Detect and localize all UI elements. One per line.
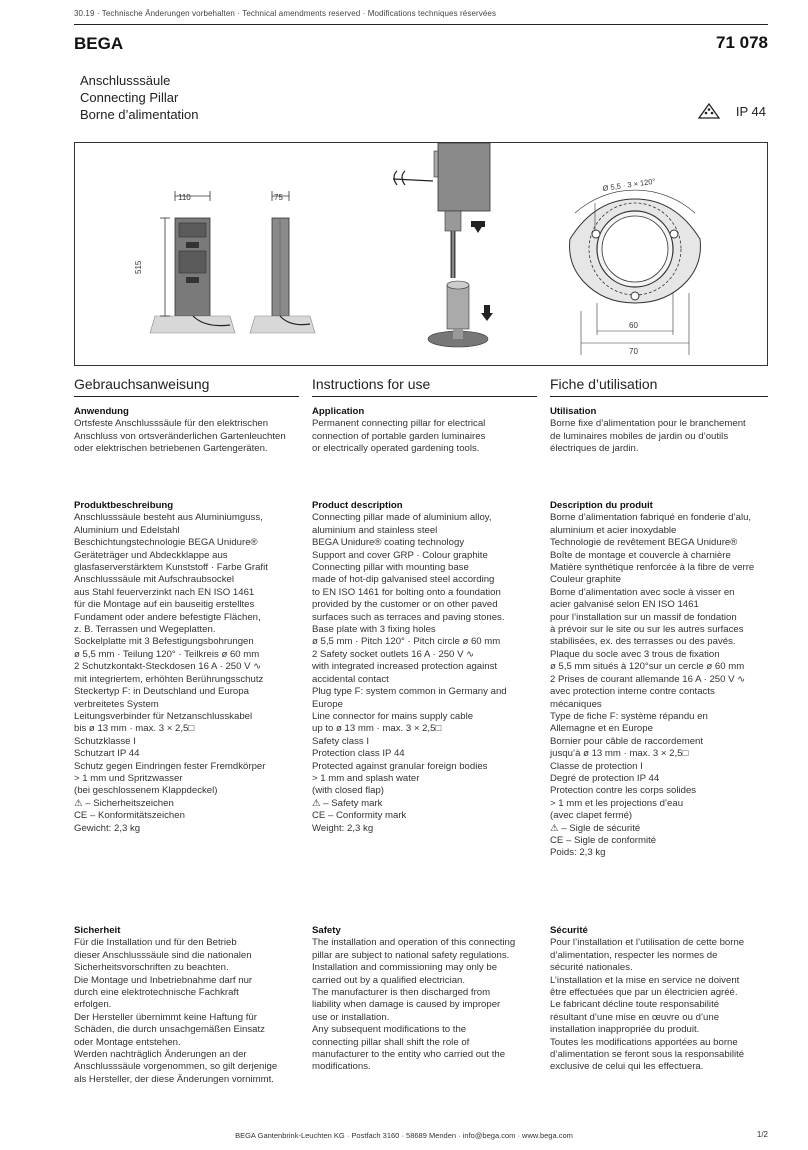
mounting-view-drawing: [393, 143, 493, 347]
text-line: Schutz gegen Eindringen fester Fremdkörper: [74, 760, 266, 772]
text-line: pour l’installation sur un massif de fondation: [550, 611, 737, 623]
text-line: als Hersteller, der diese Änderungen vornimmt.: [74, 1073, 274, 1085]
text-line: Weight: 2,3 kg: [312, 822, 374, 834]
text-line: Support and cover GRP · Colour graphite: [312, 549, 488, 561]
text-line: Base plate with 3 fixing holes: [312, 624, 436, 636]
text-line: ⚠ – Safety mark: [312, 797, 383, 809]
text-line: > 1 mm and splash water: [312, 772, 420, 784]
safety-heading-fr: Sécurité: [550, 925, 588, 936]
title-de: Anschlusssäule: [80, 73, 171, 88]
text-line: Plug type F: system common in Germany and: [312, 686, 507, 698]
text-line: Für die Installation und für den Betrieb: [74, 937, 237, 949]
text-line: accidental contact: [312, 673, 389, 685]
text-line: aluminium et acier inoxydable: [550, 524, 677, 536]
text-line: d’alimentation, respecter les normes de: [550, 949, 718, 961]
text-line: connecting pillar shall shift the role of: [312, 1036, 470, 1048]
text-line: Werden nachträglich Änderungen an der: [74, 1049, 247, 1061]
revision-note: 30.19 · Technische Änderungen vorbehalten · Technical amendments reserved · Modifications techniques réservées: [74, 9, 497, 18]
application-heading-de: Anwendung: [74, 406, 129, 417]
text-line: ⚠ – Sigle de sécurité: [550, 822, 641, 834]
page-number: 1/2: [756, 1130, 768, 1139]
text-line: 2 Schutzkontakt-Steckdosen 16 A · 250 V ∿: [74, 661, 262, 673]
text-line: 2 Safety socket outlets 16 A · 250 V ∿: [312, 648, 475, 660]
text-line: (with closed flap): [312, 785, 384, 797]
text-line: Connecting pillar with mounting base: [312, 562, 469, 574]
text-line: pillar are subject to national safety regulations.: [312, 949, 510, 961]
product-text-fr: [550, 512, 782, 859]
text-line: (avec clapet fermé): [550, 810, 633, 822]
application-heading-en: Application: [312, 406, 365, 417]
text-line: ø 5,5 mm · Teilung 120° · Teilkreis ø 60 mm: [74, 648, 260, 660]
product-de: [74, 500, 306, 835]
dim-inner: 60: [629, 321, 638, 330]
text-line: Leitungsverbinder für Netzanschlusskabel: [74, 710, 253, 722]
safety-text-de: [74, 937, 306, 1086]
text-line: Matière synthétique renforcée à la fibre de verre: [550, 562, 755, 574]
text-line: für die Montage auf ein bauseitig erstelltes: [74, 599, 255, 611]
text-line: Schäden, die durch unsachgemäßen Einsatz: [74, 1024, 265, 1036]
splash-protection-icon: [698, 103, 720, 119]
text-line: aluminium and stainless steel: [312, 524, 438, 536]
text-line: Le fabricant décline toute responsabilité: [550, 999, 720, 1011]
dim-height: 515: [134, 260, 143, 274]
text-line: Europe: [312, 698, 343, 710]
text-line: acier galvanisé selon EN ISO 1461: [550, 599, 699, 611]
safety-text-fr: [550, 937, 782, 1073]
text-line: ⚠ – Sicherheitszeichen: [74, 797, 174, 809]
text-line: BEGA Unidure® coating technology: [312, 537, 465, 549]
text-line: Die Montage und Inbetriebnahme darf nur: [74, 974, 253, 986]
text-line: modifications.: [312, 1061, 371, 1073]
text-line: Pour l’installation et l’utilisation de cette borne: [550, 937, 745, 949]
title-fr: Borne d’alimentation: [80, 107, 199, 122]
text-line: Poids: 2,3 kg: [550, 847, 606, 859]
ip-rating: IP 44: [735, 104, 766, 119]
text-line: verbreitetes System: [74, 698, 159, 710]
text-line: Degré de protection IP 44: [550, 772, 660, 784]
safety-de: [74, 925, 306, 1086]
text-line: Line connector for mains supply cable: [312, 710, 474, 722]
text-line: Borne fixe d’alimentation pour le branchement: [550, 418, 746, 430]
title-en: Connecting Pillar: [80, 90, 179, 105]
product-heading-en: Product description: [312, 500, 403, 511]
text-line: Beschichtungstechnologie BEGA Unidure®: [74, 537, 258, 549]
text-line: > 1 mm und Spritzwasser: [74, 772, 183, 784]
text-line: Sicherheitsvorschriften zu beachten.: [74, 962, 229, 974]
text-line: use or installation.: [312, 1011, 390, 1023]
top-rule: [74, 24, 768, 25]
text-line: mécaniques: [550, 698, 602, 710]
application-fr: [550, 406, 782, 456]
text-line: Protection contre les corps solides: [550, 785, 697, 797]
product-figure: [74, 142, 768, 366]
text-line: aus Stahl feuerverzinkt nach EN ISO 1461: [74, 586, 255, 598]
dim-front-width: 110: [178, 193, 191, 202]
text-line: Protection class IP 44: [312, 748, 405, 760]
text-line: Der Hersteller übernimmt keine Haftung für: [74, 1011, 257, 1023]
text-line: Classe de protection I: [550, 760, 643, 772]
heading-en: Instructions for use: [312, 376, 431, 392]
text-line: Permanent connecting pillar for electrical: [312, 418, 486, 430]
product-fr: [550, 500, 782, 860]
product-en: [312, 500, 544, 835]
text-line: Schutzart IP 44: [74, 748, 140, 760]
text-line: oder elektrischen betriebenen Gartengeräten.: [74, 443, 268, 455]
text-line: Geräteträger und Abdeckklappe aus: [74, 549, 228, 561]
text-line: provided by the customer or on other paved: [312, 599, 498, 611]
brand-name: BEGA: [74, 34, 124, 53]
text-line: électriques de jardin.: [550, 443, 639, 455]
safety-heading-en: Safety: [312, 925, 341, 936]
text-line: Toutes les modifications apportées au borne: [550, 1036, 738, 1048]
text-line: Type de fiche F: système répandu en: [550, 710, 708, 722]
text-line: stabilisées, ex. des terrasses ou des pavés.: [550, 636, 736, 648]
text-line: The manufacturer is then discharged from: [312, 987, 491, 999]
technical-drawing: [75, 143, 769, 367]
text-line: up to ø 13 mm · max. 3 × 2,5□: [312, 723, 442, 735]
safety-fr: [550, 925, 782, 1074]
application-text-de: [74, 418, 306, 455]
text-line: or electrically operated gardening tools.: [312, 443, 480, 455]
application-text-fr: [550, 418, 782, 455]
text-line: avec protection interne contre contacts: [550, 686, 715, 698]
text-line: glasfaserverstärktem Kunststoff · Farbe Grafit: [74, 562, 268, 574]
product-heading-de: Produktbeschreibung: [74, 500, 174, 511]
text-line: Steckertyp F: in Deutschland und Europa: [74, 686, 249, 698]
text-line: bis ø 13 mm · max. 3 × 2,5□: [74, 723, 195, 735]
dim-outer: 70: [629, 347, 638, 356]
safety-en: [312, 925, 544, 1074]
text-line: Safety class I: [312, 735, 370, 747]
dim-side-width: 75: [274, 193, 283, 202]
text-line: manufacturer to the entity who carried out the: [312, 1049, 506, 1061]
text-line: oder Montage entstehen.: [74, 1036, 181, 1048]
safety-text-en: [312, 937, 544, 1073]
text-line: with integrated increased protection against: [312, 661, 498, 673]
text-line: liability when damage is caused by improper: [312, 999, 501, 1011]
text-line: > 1 mm et les projections d’eau: [550, 797, 684, 809]
footer-address: BEGA Gantenbrink-Leuchten KG · Postfach 3160 · 58689 Menden · info@bega.com · www.bega.com: [235, 1131, 573, 1140]
text-line: jusqu’à ø 13 mm · max. 3 × 2,5□: [550, 748, 689, 760]
text-line: Technologie de revêtement BEGA Unidure®: [550, 537, 738, 549]
text-line: to EN ISO 1461 for bolting onto a foundation: [312, 586, 501, 598]
rule-de: [74, 396, 299, 397]
application-de: [74, 406, 306, 456]
text-line: Any subsequent modifications to the: [312, 1024, 467, 1036]
text-line: Protected against granular foreign bodies: [312, 760, 488, 772]
text-line: Installation and commissioning may only be: [312, 962, 498, 974]
front-view-drawing: [150, 191, 235, 333]
text-line: dieser Anschlusssäule sind die nationalen: [74, 949, 252, 961]
text-line: Plaque du socle avec 3 trous de fixation: [550, 648, 720, 660]
text-line: CE – Conformity mark: [312, 810, 407, 822]
text-line: résultant d’une mise en œuvre ou d’une: [550, 1011, 720, 1023]
text-line: être effectuées que par un électricien agréé.: [550, 987, 738, 999]
text-line: Anschlusssäule mit Aufschraubsockel: [74, 574, 234, 586]
heading-fr: Fiche d’utilisation: [550, 376, 658, 392]
text-line: Borne d’alimentation fabriqué en fonderie d’alu,: [550, 512, 752, 524]
product-number: 71 078: [716, 33, 768, 52]
text-line: Borne d’alimentation avec socle à visser en: [550, 586, 735, 598]
side-view-drawing: [250, 191, 315, 333]
application-text-en: [312, 418, 544, 455]
text-line: The installation and operation of this connecting: [312, 937, 516, 949]
text-line: connection of portable garden luminaires: [312, 430, 486, 442]
text-line: de luminaires mobiles de jardin ou d’outils: [550, 430, 729, 442]
text-line: Allemagne et en Europe: [550, 723, 653, 735]
safety-heading-de: Sicherheit: [74, 925, 121, 936]
application-en: [312, 406, 544, 456]
product-text-de: [74, 512, 306, 835]
product-text-en: [312, 512, 544, 835]
text-line: d’alimentation se feront sous la responsabilité: [550, 1049, 745, 1061]
text-line: surfaces such as terraces and paving stones.: [312, 611, 505, 623]
heading-de: Gebrauchsanweisung: [74, 376, 210, 392]
text-line: Aluminium und Edelstahl: [74, 524, 180, 536]
product-heading-fr: Description du produit: [550, 500, 653, 511]
text-line: sécurité nationales.: [550, 962, 633, 974]
text-line: Anschlusssäule vorgenommen, so gilt derjenige: [74, 1061, 278, 1073]
text-line: carried out by a qualified electrician.: [312, 974, 466, 986]
text-line: Schutzklasse I: [74, 735, 136, 747]
text-line: (bei geschlossenem Klappdeckel): [74, 785, 218, 797]
text-line: Gewicht: 2,3 kg: [74, 822, 141, 834]
text-line: à prévoir sur le site ou sur les autres surfaces: [550, 624, 744, 636]
text-line: installation inappropriée du produit.: [550, 1024, 700, 1036]
application-heading-fr: Utilisation: [550, 406, 597, 417]
text-line: Boîte de montage et couvercle à charnière: [550, 549, 731, 561]
text-line: exclusive de celui qui les effectuera.: [550, 1061, 704, 1073]
text-line: Couleur graphite: [550, 574, 621, 586]
text-line: Fundament oder andere befestigte Flächen,: [74, 611, 261, 623]
text-line: Connecting pillar made of aluminium alloy,: [312, 512, 492, 524]
text-line: CE – Konformitätszeichen: [74, 810, 185, 822]
text-line: made of hot-dip galvanised steel according: [312, 574, 495, 586]
text-line: z. B. Terrassen und Wegeplatten.: [74, 624, 216, 636]
text-line: Bornier pour câble de raccordement: [550, 735, 704, 747]
dim-holes: Ø 5,5 · 3 × 120°: [602, 176, 657, 193]
text-line: durch eine elektrotechnische Fachkraft: [74, 987, 239, 999]
rule-en: [312, 396, 537, 397]
text-line: 2 Prises de courant allemande 16 A · 250 V ∿: [550, 673, 746, 685]
text-line: mit integriertem, erhöhten Berührungsschutz: [74, 673, 264, 685]
text-line: CE – Sigle de conformité: [550, 834, 657, 846]
text-line: L’installation et la mise en service ne doivent: [550, 974, 740, 986]
text-line: Anschluss von ortsveränderlichen Gartenleuchten: [74, 430, 286, 442]
text-line: erfolgen.: [74, 999, 112, 1011]
text-line: Anschlusssäule besteht aus Aluminiumguss,: [74, 512, 263, 524]
text-line: Ortsfeste Anschlusssäule für den elektrischen: [74, 418, 269, 430]
text-line: ø 5,5 mm · Pitch 120° · Pitch circle ø 60 mm: [312, 636, 501, 648]
base-plate-drawing: [570, 190, 701, 355]
rule-fr: [550, 396, 768, 397]
text-line: Sockelplatte mit 3 Befestigungsbohrungen: [74, 636, 254, 648]
text-line: ø 5,5 mm situés à 120°sur un cercle ø 60 mm: [550, 661, 745, 673]
